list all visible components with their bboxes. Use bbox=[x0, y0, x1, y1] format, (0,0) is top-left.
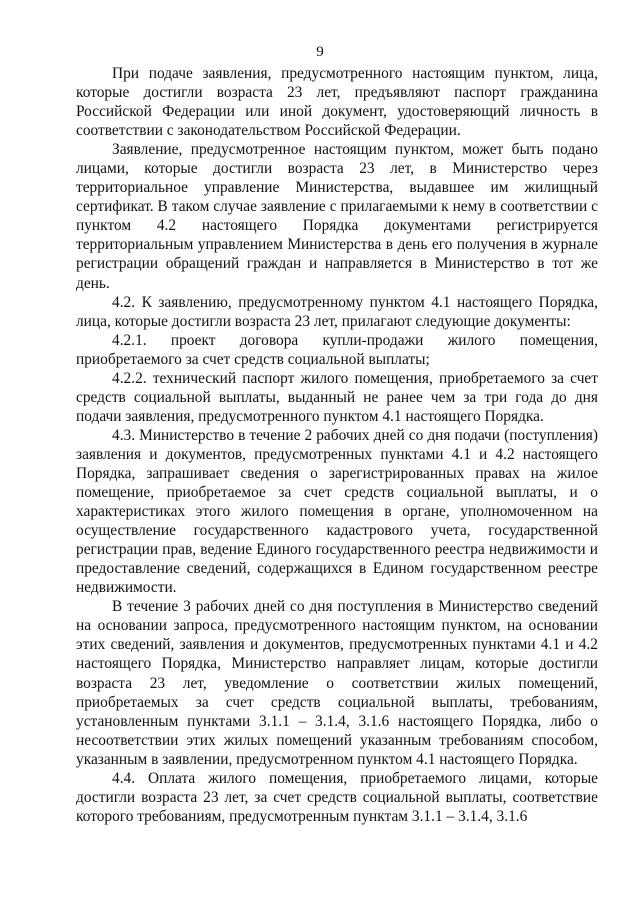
paragraph-passport: При подаче заявления, предусмотренного настоящим пунктом, лица, которые достигли возраста 23 лет, предъявляют паспорт гражданина Российской Федерации или иной документ, удостоверяющий личность в соответствии с законодательством Российской Федерации. bbox=[76, 65, 598, 140]
paragraph-notification: В течение 3 рабочих дней со дня поступления в Министерство сведений на основании запроса, предусмотренного настоящим пунктом, на основании этих сведений, заявления и документов, предусмотренных пунктами 4.1 и 4.2 настоящего Порядка, Министерство направляет лицам, которые достигли возраста 23 лет, уведомление о соответствии жилых помещений, приобретаемых за счет средств социальной выплаты, требованиям, установленным пунктами 3.1.1 – 3.1.4, 3.1.6 настоящего Порядка, либо о несоответствии этих жилых помещений указанным требованиям способом, указанным в заявлении, предусмотренном пунктом 4.1 настоящего Порядка. bbox=[76, 598, 598, 768]
paragraph-4-2-2: 4.2.2. технический паспорт жилого помещения, приобретаемого за счет средств социальной выплаты, выданный не ранее чем за три года до дня подачи заявления, предусмотренного пунктом 4.1 настоящего Порядка. bbox=[76, 369, 598, 425]
paragraph-4-2-1: 4.2.1. проект договора купли-продажи жилого помещения, приобретаемого за счет средств социальной выплаты; bbox=[76, 331, 598, 368]
page-number: 9 bbox=[316, 44, 324, 60]
paragraph-4-4: 4.4. Оплата жилого помещения, приобретаемого лицами, которые достигли возраста 23 лет, за счет средств социальной выплаты, соответствие которого требованиям, предусмотренным пунктам 3.1.1 – 3.1.4, 3.1.6 bbox=[76, 769, 598, 825]
paragraph-4-3: 4.3. Министерство в течение 2 рабочих дней со дня подачи (поступления) заявления и документов, предусмотренных пунктами 4.1 и 4.2 настоящего Порядка, запрашивает сведения о зарегистрированных правах на жилое помещение, приобретаемое за счет средств социальной выплаты, и о характеристиках этого жилого помещения в органе, уполномоченном на осуществление государственного кадастрового учета, государственной регистрации прав, ведение Единого государственного реестра недвижимости и предоставление сведений, содержащихся в Едином государственном реестре недвижимости. bbox=[76, 426, 598, 597]
paragraph-4-2: 4.2. К заявлению, предусмотренному пунктом 4.1 настоящего Порядка, лица, которые достигли возраста 23 лет, прилагают следующие документы: bbox=[76, 293, 598, 330]
paragraph-submission-via-territorial-office: Заявление, предусмотренное настоящим пунктом, может быть подано лицами, которые достигли возраста 23 лет, в Министерство через территориальное управление Министерства, выдавшее им жилищный сертификат. В таком случае заявление с прилагаемыми к нему в соответствии с пунктом 4.2 настоящего Порядка документами регистрируется территориальным управлением Министерства в день его получения в журнале регистрации обращений граждан и направляется в Министерство в тот же день. bbox=[76, 141, 598, 292]
document-body bbox=[76, 64, 598, 826]
